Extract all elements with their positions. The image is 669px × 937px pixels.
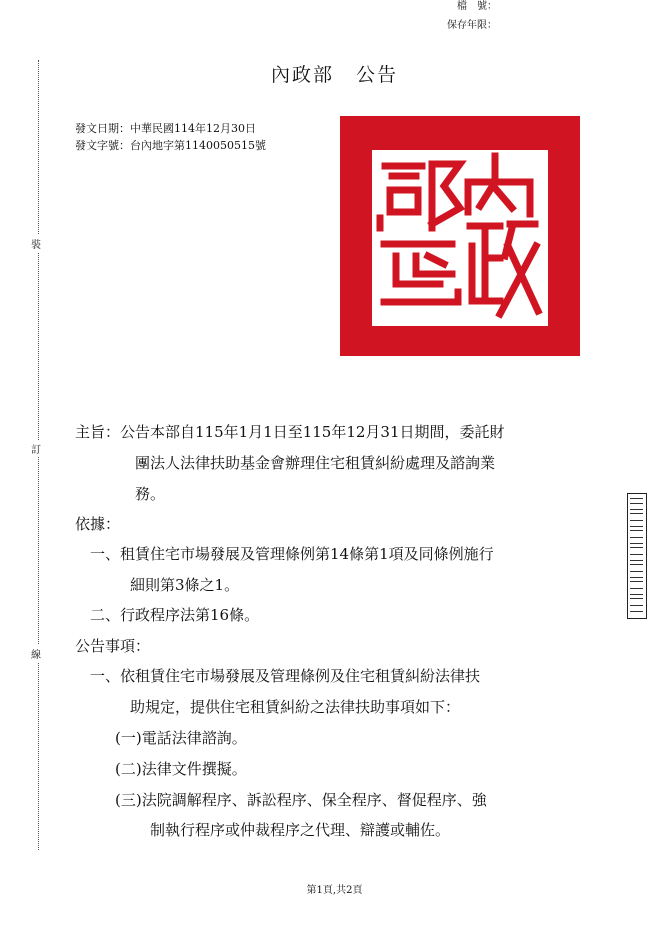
basis-heading: 依據： [75,515,121,533]
reference-number [75,138,266,154]
page-number: 第1頁,共2頁 [306,885,363,896]
issue-date-value: 中華民國114年12月30日 [130,122,256,135]
seal-artwork [340,116,580,356]
title-type: 公告 [356,64,399,86]
basis-item-2: 二、行政程序法第16條。 [90,606,260,624]
binding-mark-ding: 訂 [31,440,41,457]
issue-date-label: 發文日期： [75,122,130,135]
notice-heading: 公告事項： [75,637,151,655]
basis-item-1-line-1: 一、租賃住宅市場發展及管理條例第14條第1項及同條例施行 [90,545,494,563]
file-number-label: 檔 號： [457,1,497,12]
notice-sub-item-2: (二)法律文件撰擬。 [115,760,247,778]
subject-line-3: 務。 [135,485,166,503]
binding-mark-zhuang: 裝 [31,235,41,252]
subject-line-2: 團法人法律扶助基金會辦理住宅租賃糾紛處理及諮詢業 [135,454,496,472]
basis-item-1-line-2: 細則第3條之1。 [130,576,240,594]
notice-sub-item-3-line-1: (三)法院調解程序、訴訟程序、保全程序、督促程序、強 [115,791,487,809]
issue-date [75,121,256,137]
binding-mark-xian: 線 [31,645,41,662]
reference-number-value: 台內地字第1140050515號 [130,139,266,152]
notice-sub-item-3-line-2: 制執行程序或仲裁程序之代理、辯護或輔佐。 [150,821,451,839]
page-title [0,60,669,87]
official-seal-icon [340,116,580,356]
reference-number-label: 發文字號： [75,139,130,152]
serial-barcode-stamp-icon [627,493,647,619]
notice-item-1-line-2: 助規定，提供住宅租賃糾紛之法律扶助事項如下： [130,698,461,716]
subject-line-1: 主旨：公告本部自115年1月1日至115年12月31日期間，委託財 [75,423,505,441]
notice-item-1-line-1: 一、依租賃住宅市場發展及管理條例及住宅租賃糾紛法律扶 [90,667,481,685]
title-org: 內政部 [270,64,334,86]
retention-period-label: 保存年限： [447,20,497,31]
notice-sub-item-1: (一)電話法律諮詢。 [115,729,247,747]
